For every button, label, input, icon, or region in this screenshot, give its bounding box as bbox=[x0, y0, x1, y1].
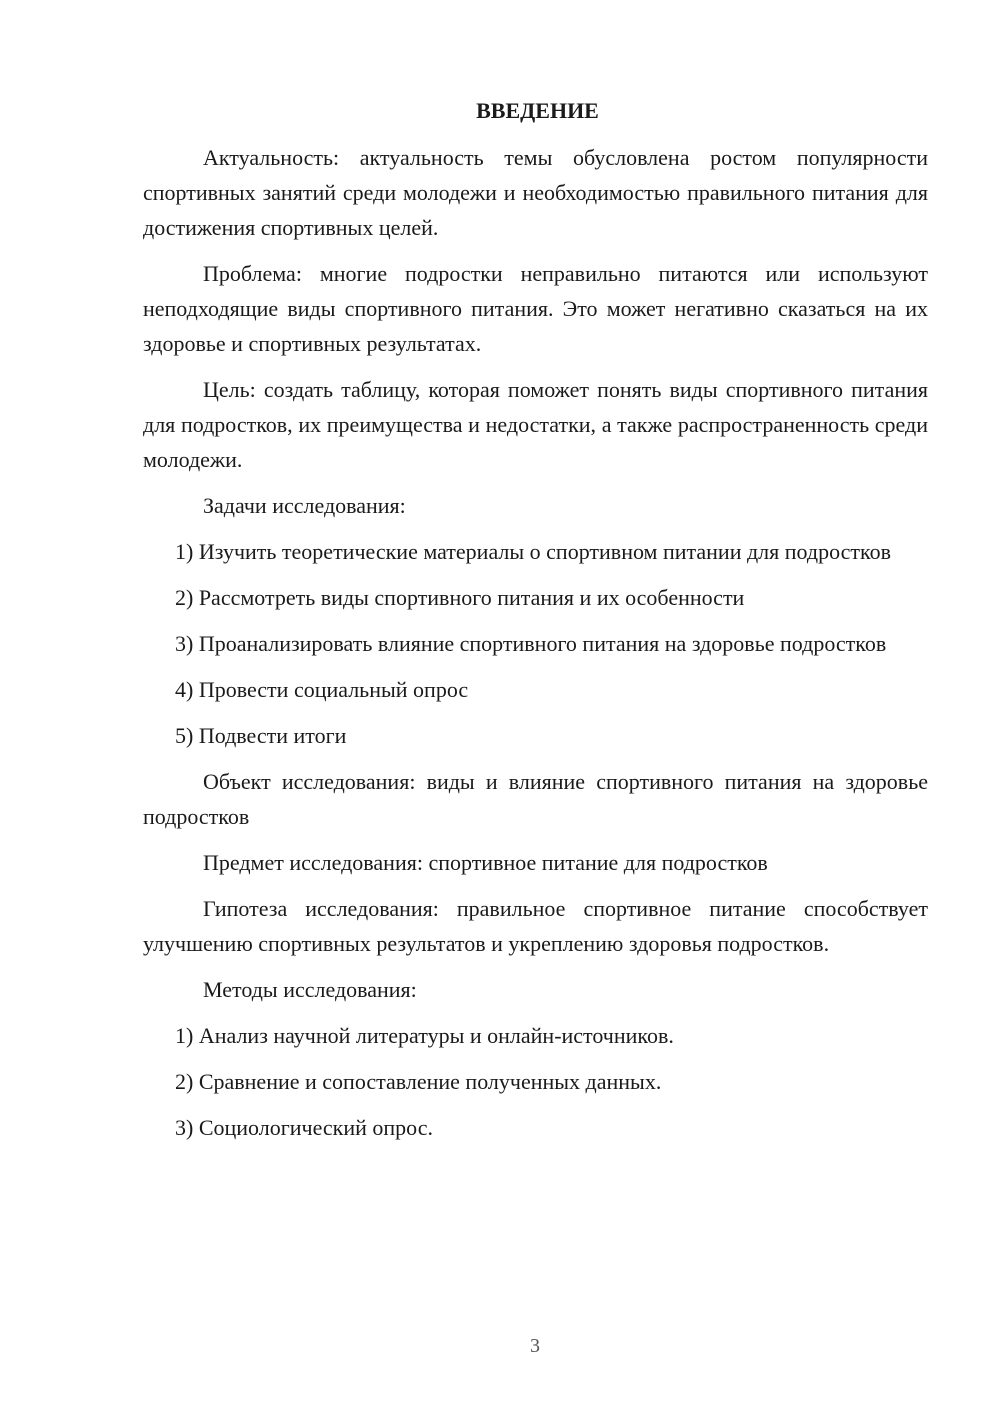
task-item-2: 2) Рассмотреть виды спортивного питания и их особенности bbox=[175, 585, 745, 610]
task-item-3: 3) Проанализировать влияние спортивного питания на здоровье подростков bbox=[175, 631, 887, 656]
method-item-3: 3) Социологический опрос. bbox=[175, 1115, 433, 1140]
section-title: ВВЕДЕНИЕ bbox=[476, 98, 599, 123]
task-item-5: 5) Подвести итоги bbox=[175, 723, 347, 748]
paragraph-relevance: Актуальность: актуальность темы обусловлена ростом популярности спортивных занятий среди молодежи и необходимостью правильного питания для достижения спортивных целей. bbox=[143, 145, 928, 240]
paragraph-problem: Проблема: многие подростки неправильно питаются или используют неподходящие виды спортивного питания. Это может негативно сказаться на их здоровье и спортивных результатах. bbox=[143, 261, 928, 356]
paragraph-subject: Предмет исследования: спортивное питание для подростков bbox=[203, 850, 768, 875]
page-content bbox=[143, 96, 928, 1156]
method-item-2: 2) Сравнение и сопоставление полученных данных. bbox=[175, 1069, 662, 1094]
paragraph-object: Объект исследования: виды и влияние спортивного питания на здоровье подростков bbox=[143, 769, 928, 829]
paragraph-goal: Цель: создать таблицу, которая поможет понять виды спортивного питания для подростков, их преимущества и недостатки, а также распространенность среди молодежи. bbox=[143, 377, 928, 472]
paragraph-methods-heading: Методы исследования: bbox=[203, 977, 417, 1002]
paragraph-tasks-heading: Задачи исследования: bbox=[203, 493, 406, 518]
task-item-1: 1) Изучить теоретические материалы о спортивном питании для подростков bbox=[175, 539, 891, 564]
paragraph-hypothesis: Гипотеза исследования: правильное спортивное питание способствует улучшению спортивных результатов и укреплению здоровья подростков. bbox=[143, 896, 928, 956]
method-item-1: 1) Анализ научной литературы и онлайн-источников. bbox=[175, 1023, 674, 1048]
page-number: 3 bbox=[530, 1335, 540, 1357]
task-item-4: 4) Провести социальный опрос bbox=[175, 677, 469, 702]
